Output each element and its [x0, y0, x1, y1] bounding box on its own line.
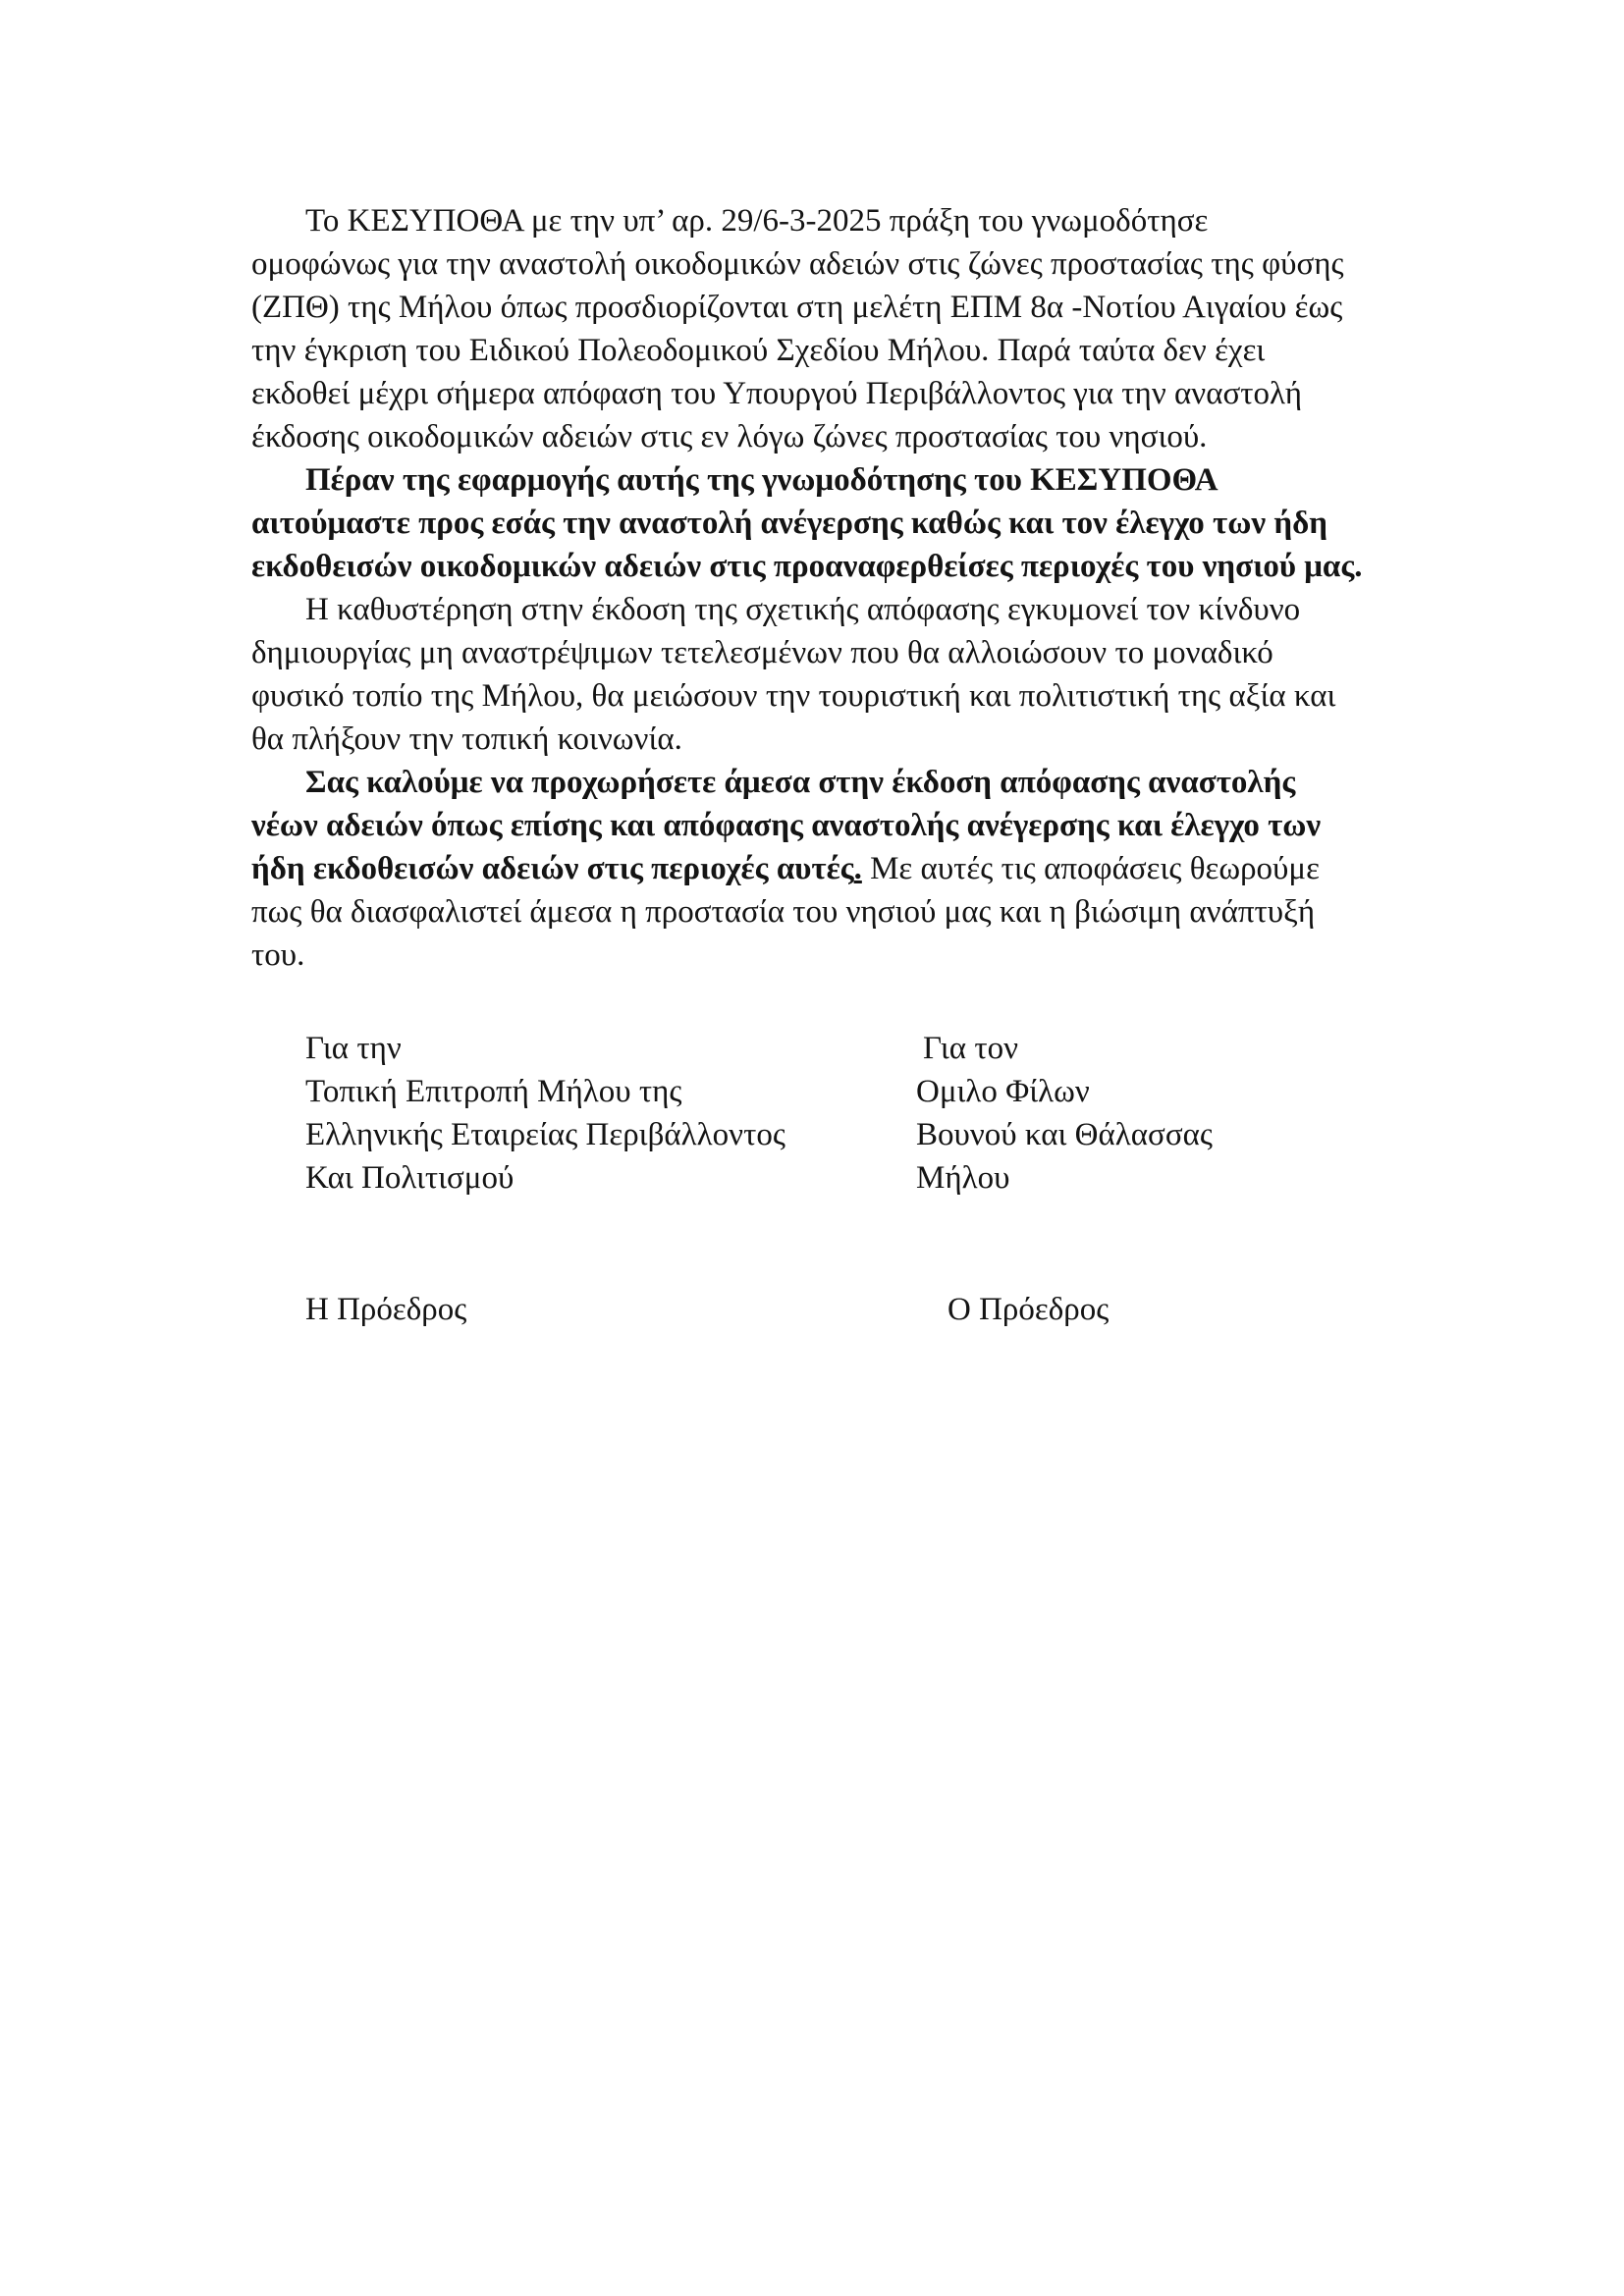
paragraph-4-line-3-bold: ήδη εκδοθεισών αδειών στις περιοχές αυτές	[251, 851, 854, 886]
paragraph-4-line-2: νέων αδειών όπως επίσης και απόφασης αναστολής ανέγερσης και έλεγχο των	[251, 808, 1322, 843]
paragraph-3-line-3: φυσικό τοπίο της Μήλου, θα μειώσουν την τουριστική και πολιτιστική της αξία και	[251, 678, 1336, 714]
president-left-title: Η Πρόεδρος	[305, 1292, 467, 1327]
paragraph-1-line-3: (ΖΠΘ) της Μήλου όπως προσδιορίζονται στη μελέτη ΕΠΜ 8α -Νοτίου Αιγαίου έως	[251, 290, 1343, 325]
paragraph-3-line-1: Η καθυστέρηση στην έκδοση της σχετικής απόφασης εγκυμονεί τον κίνδυνο	[305, 592, 1301, 627]
signature-block-right	[916, 1027, 1213, 1200]
paragraph-1-line-4: την έγκριση του Ειδικού Πολεοδομικού Σχεδίου Μήλου. Παρά ταύτα δεν έχει	[251, 333, 1266, 368]
paragraph-1-line-5: εκδοθεί μέχρι σήμερα απόφαση του Υπουργού Περιβάλλοντος για την αναστολή	[251, 376, 1303, 411]
signature-block-left	[305, 1027, 785, 1200]
paragraph-4-line-5: του.	[251, 937, 305, 973]
signature-right-line-4: Μήλου	[916, 1160, 1010, 1196]
paragraph-4-line-1: Σας καλούμε να προχωρήσετε άμεσα στην έκδοση απόφασης αναστολής	[305, 765, 1296, 800]
paragraph-4-line-3-period: .	[853, 851, 862, 886]
signature-left-line-4: Και Πολιτισμού	[305, 1160, 514, 1196]
paragraph-3-line-4: θα πλήξουν την τοπική κοινωνία.	[251, 721, 682, 757]
paragraph-1-line-6: έκδοσης οικοδομικών αδειών στις εν λόγω ζώνες προστασίας του νησιού.	[251, 419, 1208, 454]
signature-left-line-1: Για την	[305, 1031, 402, 1066]
letter-body	[251, 199, 1410, 977]
signature-left-line-2: Τοπική Επιτροπή Μήλου της	[305, 1074, 682, 1109]
signature-right-line-3: Βουνού και Θάλασσας	[916, 1117, 1213, 1152]
paragraph-2-line-3: εκδοθεισών οικοδομικών αδειών στις προαναφερθείσες περιοχές του νησιού μας.	[251, 549, 1363, 584]
paragraph-4-line-3-normal: Με αυτές τις αποφάσεις θεωρούμε	[861, 851, 1320, 886]
paragraph-4-line-4: πως θα διασφαλιστεί άμεσα η προστασία του νησιού μας και η βιώσιμη ανάπτυξή	[251, 894, 1316, 930]
paragraph-2-line-2: αιτούμαστε προς εσάς την αναστολή ανέγερσης καθώς και τον έλεγχο των ήδη	[251, 506, 1327, 541]
paragraph-3-line-2: δημιουργίας μη αναστρέψιμων τετελεσμένων που θα αλλοιώσουν το μοναδικό	[251, 635, 1273, 670]
paragraph-4-line-3	[251, 847, 1410, 890]
paragraph-2-line-1: Πέραν της εφαρμογής αυτής της γνωμοδότησης του ΚΕΣΥΠΟΘΑ	[305, 462, 1218, 498]
paragraph-1-line-1: Το ΚΕΣΥΠΟΘΑ με την υπ’ αρ. 29/6-3-2025 πράξη του γνωμοδότησε	[305, 203, 1209, 239]
signature-right-line-2: Ομιλο Φίλων	[916, 1074, 1090, 1109]
president-right-title: Ο Πρόεδρος	[947, 1292, 1110, 1327]
signature-left-line-3: Ελληνικής Εταιρείας Περιβάλλοντος	[305, 1117, 785, 1152]
signature-right-line-1: Για τον	[923, 1031, 1019, 1066]
paragraph-1-line-2: ομοφώνως για την αναστολή οικοδομικών αδειών στις ζώνες προστασίας της φύσης	[251, 246, 1344, 282]
